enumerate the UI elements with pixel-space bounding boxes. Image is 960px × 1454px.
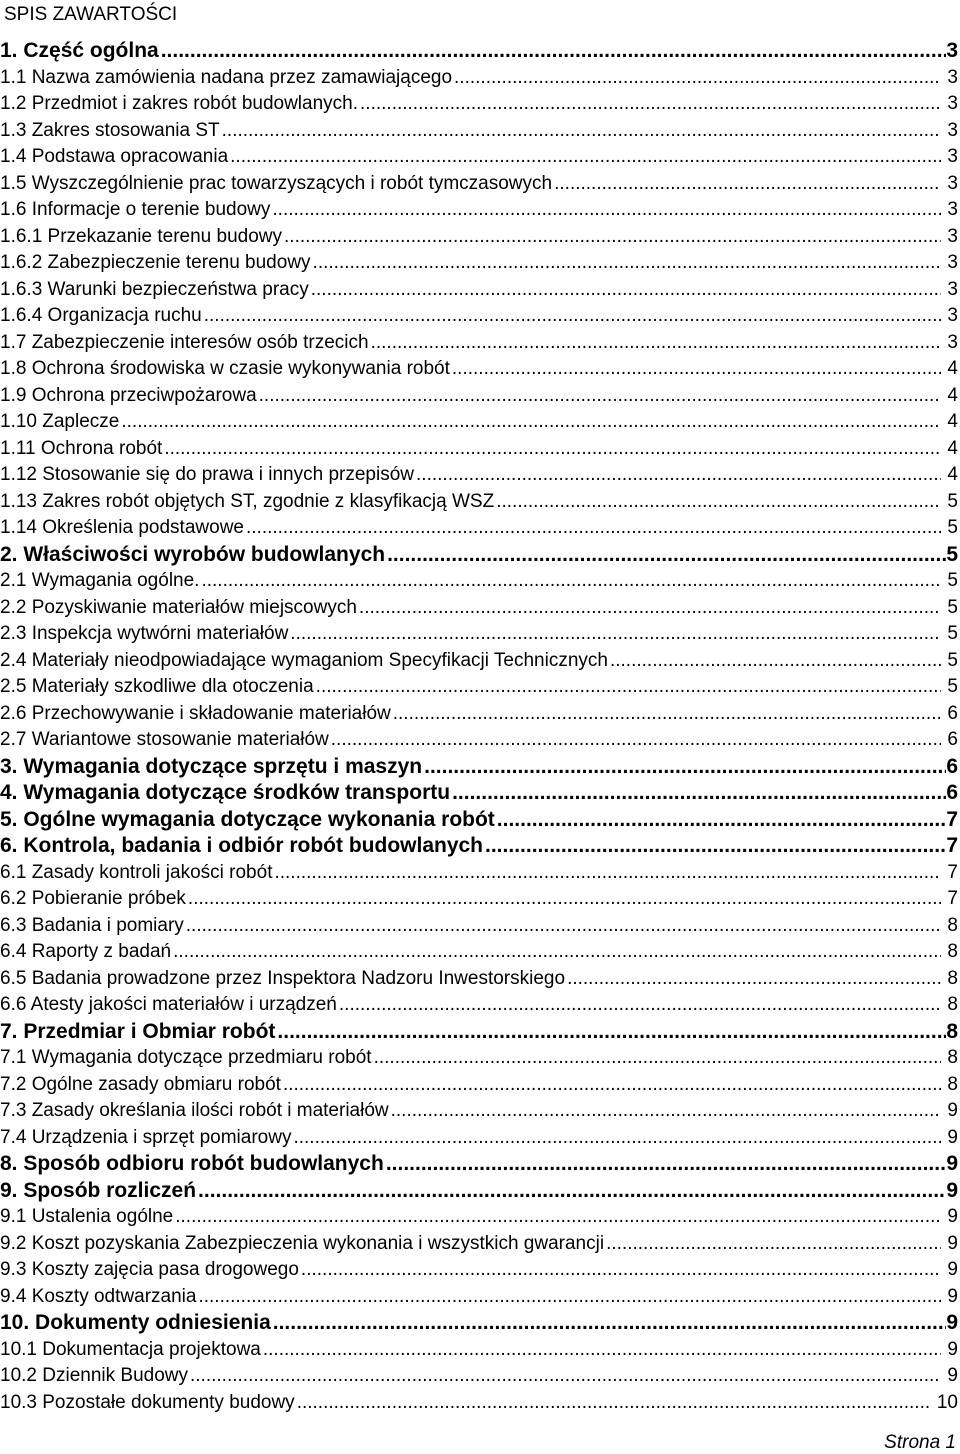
toc-subsection-link[interactable] bbox=[0, 886, 958, 913]
toc-dot-leader bbox=[387, 542, 946, 569]
toc-entry-title: 1.6.1 Przekazanie terenu budowy bbox=[0, 225, 283, 247]
toc-page-number: 3 bbox=[947, 172, 958, 194]
toc-subsection-link[interactable] bbox=[0, 621, 958, 648]
toc-entry-title: 1.6.3 Warunki bezpieczeństwa pracy bbox=[0, 278, 309, 300]
toc-page-number: 4 bbox=[947, 437, 958, 459]
toc-subsection-link[interactable] bbox=[0, 648, 958, 675]
toc-dot-leader bbox=[121, 409, 941, 436]
toc-entry-title: 7.1 Wymagania dotyczące przedmiaru robót bbox=[0, 1047, 372, 1068]
toc-dot-leader bbox=[283, 1072, 941, 1099]
toc-dot-leader bbox=[567, 966, 941, 993]
toc-page-number: 3 bbox=[947, 305, 958, 326]
toc-dot-leader bbox=[272, 197, 941, 224]
toc-page-number: 3 bbox=[946, 39, 958, 62]
toc-entry-title: 1.10 Zaplecze bbox=[0, 411, 120, 432]
toc-dot-leader bbox=[416, 462, 941, 489]
table-of-contents bbox=[0, 38, 958, 1416]
toc-section-link[interactable] bbox=[0, 1178, 958, 1205]
toc-dot-leader bbox=[386, 1151, 946, 1178]
toc-page-number: 3 bbox=[947, 225, 958, 247]
toc-page-number: 3 bbox=[947, 93, 958, 114]
toc-section-link[interactable] bbox=[0, 807, 958, 834]
toc-dot-leader bbox=[273, 1310, 947, 1337]
toc-page-number: 3 bbox=[947, 66, 958, 88]
toc-page-number: 8 bbox=[947, 1047, 958, 1068]
toc-entry-title: 7.4 Urządzenia i sprzęt pomiarowy bbox=[0, 1126, 292, 1148]
page-number-footer: Strona 1 bbox=[884, 1432, 956, 1453]
toc-dot-leader bbox=[313, 250, 942, 277]
toc-dot-leader bbox=[201, 568, 941, 595]
toc-subsection-link[interactable] bbox=[0, 197, 958, 224]
toc-dot-leader bbox=[293, 1125, 941, 1152]
toc-section-link[interactable] bbox=[0, 1019, 958, 1046]
toc-entry-title: 1.6.4 Organizacja ruchu bbox=[0, 305, 202, 326]
toc-page-number: 9 bbox=[947, 1365, 958, 1386]
toc-entry-title: 6.2 Pobieranie próbek bbox=[0, 888, 186, 909]
toc-dot-leader bbox=[222, 118, 942, 145]
toc-page-number: 8 bbox=[946, 1019, 958, 1043]
toc-subsection-link[interactable] bbox=[0, 1204, 958, 1231]
toc-subsection-link[interactable] bbox=[0, 171, 958, 198]
toc-page-number: 9 bbox=[947, 1259, 958, 1280]
toc-dot-leader bbox=[610, 648, 941, 675]
toc-section-link[interactable] bbox=[0, 833, 958, 860]
toc-subsection-link[interactable] bbox=[0, 303, 958, 330]
toc-entry-title: 6.6 Atesty jakości materiałów i urządzeń bbox=[0, 994, 337, 1015]
toc-page-number: 5 bbox=[947, 649, 958, 671]
toc-dot-leader bbox=[606, 1231, 941, 1258]
toc-dot-leader bbox=[190, 1363, 941, 1390]
toc-page-number: 9 bbox=[946, 1152, 958, 1175]
toc-page-number: 9 bbox=[947, 1206, 958, 1227]
toc-page-number: 4 bbox=[947, 384, 958, 406]
toc-subsection-link[interactable] bbox=[0, 224, 958, 251]
toc-dot-leader bbox=[496, 489, 941, 516]
toc-subsection-link[interactable] bbox=[0, 462, 958, 489]
toc-entry-title: 3. Wymagania dotyczące sprzętu i maszyn bbox=[0, 754, 423, 778]
toc-entry-title: 2.3 Inspekcja wytwórni materiałów bbox=[0, 623, 289, 644]
toc-page-number: 5 bbox=[947, 570, 958, 591]
toc-page-number: 9 bbox=[947, 1338, 958, 1360]
toc-page-number: 8 bbox=[947, 1073, 958, 1095]
toc-entry-title: 4. Wymagania dotyczące środków transportu bbox=[0, 781, 451, 804]
toc-subsection-link[interactable] bbox=[0, 595, 958, 622]
toc-entry-title: 1.8 Ochrona środowiska w czasie wykonywania robót bbox=[0, 358, 450, 379]
toc-dot-leader bbox=[485, 833, 946, 860]
toc-page-number: 5 bbox=[947, 517, 958, 538]
toc-dot-leader bbox=[360, 91, 941, 118]
toc-entry-title: 1. Część ogólna bbox=[0, 39, 159, 62]
toc-dot-leader bbox=[161, 38, 947, 65]
toc-page-number: 4 bbox=[947, 411, 958, 432]
toc-dot-leader bbox=[452, 780, 946, 807]
toc-heading: SPIS ZAWARTOŚCI bbox=[4, 4, 178, 25]
toc-entry-title: 2.7 Wariantowe stosowanie materiałów bbox=[0, 729, 329, 750]
toc-entry-title: 1.6 Informacje o terenie budowy bbox=[0, 199, 271, 220]
toc-subsection-link[interactable] bbox=[0, 727, 958, 754]
toc-entry-title: 9.2 Koszt pozyskania Zabezpieczenia wykonania i wszystkich gwarancji bbox=[0, 1232, 605, 1254]
toc-dot-leader bbox=[497, 807, 947, 834]
toc-subsection-link[interactable] bbox=[0, 489, 958, 516]
toc-entry-title: 6.5 Badania prowadzone przez Inspektora Nadzoru Inwestorskiego bbox=[0, 967, 566, 989]
toc-dot-leader bbox=[316, 674, 942, 701]
toc-page-number: 7 bbox=[947, 888, 958, 909]
toc-dot-leader bbox=[246, 515, 941, 542]
toc-section-link[interactable] bbox=[0, 38, 958, 65]
toc-subsection-link[interactable] bbox=[0, 992, 958, 1019]
toc-subsection-link[interactable] bbox=[0, 118, 958, 145]
toc-entry-title: 2.4 Materiały nieodpowiadające wymaganiom Specyfikacji Technicznych bbox=[0, 649, 608, 671]
toc-subsection-link[interactable] bbox=[0, 250, 958, 277]
toc-entry-title: 1.11 Ochrona robót bbox=[0, 437, 163, 459]
toc-entry-title: 5. Ogólne wymagania dotyczące wykonania robót bbox=[0, 807, 495, 831]
toc-subsection-link[interactable] bbox=[0, 966, 958, 993]
toc-section-link[interactable] bbox=[0, 1310, 958, 1337]
toc-section-link[interactable] bbox=[0, 754, 958, 781]
toc-page-number: 7 bbox=[946, 807, 958, 831]
toc-subsection-link[interactable] bbox=[0, 1257, 958, 1284]
toc-page-number: 8 bbox=[947, 994, 958, 1015]
toc-subsection-link[interactable] bbox=[0, 330, 958, 357]
toc-page-number: 6 bbox=[947, 729, 958, 750]
toc-page-number: 5 bbox=[947, 596, 958, 618]
toc-page-number: 3 bbox=[947, 252, 958, 273]
toc-entry-title: 7. Przedmiar i Obmiar robót bbox=[0, 1019, 276, 1043]
toc-entry-title: 1.7 Zabezpieczenie interesów osób trzecich bbox=[0, 331, 369, 353]
toc-dot-leader bbox=[331, 727, 942, 754]
toc-page-number: 3 bbox=[947, 119, 958, 141]
toc-page-number: 9 bbox=[947, 1285, 958, 1307]
toc-dot-leader bbox=[554, 171, 941, 198]
toc-subsection-link[interactable] bbox=[0, 91, 958, 118]
toc-entry-title: 6.3 Badania i pomiary bbox=[0, 914, 184, 936]
toc-dot-leader bbox=[452, 356, 942, 383]
toc-page-number: 5 bbox=[946, 542, 958, 566]
toc-section-link[interactable] bbox=[0, 1151, 958, 1178]
toc-dot-leader bbox=[374, 1045, 942, 1072]
toc-subsection-link[interactable] bbox=[0, 1125, 958, 1152]
toc-entry-title: 2.2 Pozyskiwanie materiałów miejscowych bbox=[0, 596, 357, 618]
toc-dot-leader bbox=[263, 1337, 942, 1364]
toc-dot-leader bbox=[393, 701, 942, 728]
toc-entry-title: 10.1 Dokumentacja projektowa bbox=[0, 1338, 261, 1360]
toc-dot-leader bbox=[391, 1098, 942, 1125]
toc-subsection-link[interactable] bbox=[0, 1098, 958, 1125]
toc-entry-title: 1.13 Zakres robót objętych ST, zgodnie z klasyfikacją WSZ bbox=[0, 490, 495, 512]
toc-entry-title: 1.1 Nazwa zamówienia nadana przez zamawiającego bbox=[0, 66, 453, 88]
toc-page-number: 3 bbox=[947, 331, 958, 353]
toc-page-number: 9 bbox=[946, 1178, 958, 1202]
toc-entry-title: 10.2 Dziennik Budowy bbox=[0, 1365, 188, 1386]
toc-subsection-link[interactable] bbox=[0, 356, 958, 383]
toc-subsection-link[interactable] bbox=[0, 674, 958, 701]
toc-entry-title: 2.6 Przechowywanie i składowanie materiałów bbox=[0, 702, 391, 724]
toc-page-number: 5 bbox=[947, 676, 958, 697]
toc-subsection-link[interactable] bbox=[0, 383, 958, 410]
toc-page-number: 9 bbox=[947, 1232, 958, 1254]
toc-subsection-link[interactable] bbox=[0, 1390, 958, 1417]
toc-subsection-link[interactable] bbox=[0, 568, 958, 595]
toc-dot-leader bbox=[359, 595, 942, 622]
toc-subsection-link[interactable] bbox=[0, 1072, 958, 1099]
toc-subsection-link[interactable] bbox=[0, 1045, 958, 1072]
toc-entry-title: 1.5 Wyszczególnienie prac towarzyszących i robót tymczasowych bbox=[0, 172, 553, 194]
toc-dot-leader bbox=[198, 1178, 946, 1205]
toc-entry-title: 6.4 Raporty z badań bbox=[0, 941, 172, 962]
toc-page-number: 9 bbox=[946, 1311, 958, 1334]
toc-page-number: 8 bbox=[947, 914, 958, 936]
toc-dot-leader bbox=[339, 992, 942, 1019]
toc-entry-title: 9.1 Ustalenia ogólne bbox=[0, 1206, 174, 1227]
toc-entry-title: 6.1 Zasady kontroli jakości robót bbox=[0, 861, 273, 883]
toc-entry-title: 1.9 Ochrona przeciwpożarowa bbox=[0, 384, 257, 406]
toc-page-number: 10 bbox=[936, 1391, 958, 1413]
toc-dot-leader bbox=[274, 860, 941, 887]
toc-entry-title: 2.5 Materiały szkodliwe dla otoczenia bbox=[0, 676, 314, 697]
toc-subsection-link[interactable] bbox=[0, 1231, 958, 1258]
toc-subsection-link[interactable] bbox=[0, 1337, 958, 1364]
toc-entry-title: 1.14 Określenia podstawowe bbox=[0, 517, 244, 538]
toc-page-number: 3 bbox=[947, 146, 958, 167]
toc-subsection-link[interactable] bbox=[0, 1363, 958, 1390]
toc-entry-title: 2. Właściwości wyrobów budowlanych bbox=[0, 542, 386, 566]
toc-subsection-link[interactable] bbox=[0, 939, 958, 966]
toc-entry-title: 1.4 Podstawa opracowania bbox=[0, 146, 229, 167]
toc-page-number: 9 bbox=[947, 1100, 958, 1121]
toc-subsection-link[interactable] bbox=[0, 144, 958, 171]
toc-page-number: 3 bbox=[947, 278, 958, 300]
toc-dot-leader bbox=[277, 1019, 946, 1046]
toc-subsection-link[interactable] bbox=[0, 515, 958, 542]
toc-dot-leader bbox=[204, 303, 942, 330]
toc-entry-title: 1.12 Stosowanie się do prawa i innych przepisów bbox=[0, 464, 415, 485]
toc-entry-title: 9.3 Koszty zajęcia pasa drogowego bbox=[0, 1259, 299, 1280]
toc-entry-title: 1.6.2 Zabezpieczenie terenu budowy bbox=[0, 252, 311, 273]
toc-page-number: 5 bbox=[947, 623, 958, 644]
toc-page-number: 7 bbox=[946, 834, 958, 857]
toc-dot-leader bbox=[371, 330, 942, 357]
toc-entry-title: 7.2 Ogólne zasady obmiaru robót bbox=[0, 1073, 281, 1095]
toc-entry-title: 10. Dokumenty odniesienia bbox=[0, 1311, 271, 1334]
toc-page-number: 6 bbox=[947, 702, 958, 724]
toc-subsection-link[interactable] bbox=[0, 1284, 958, 1311]
toc-dot-leader bbox=[230, 144, 941, 171]
toc-entry-title: 2.1 Wymagania ogólne. bbox=[0, 570, 200, 591]
toc-subsection-link[interactable] bbox=[0, 913, 958, 940]
toc-dot-leader bbox=[454, 65, 941, 92]
toc-subsection-link[interactable] bbox=[0, 436, 958, 463]
toc-entry-title: 9. Sposób rozliczeń bbox=[0, 1178, 197, 1202]
toc-page-number: 7 bbox=[947, 861, 958, 883]
toc-dot-leader bbox=[259, 383, 942, 410]
toc-subsection-link[interactable] bbox=[0, 860, 958, 887]
toc-dot-leader bbox=[175, 1204, 941, 1231]
toc-section-link[interactable] bbox=[0, 542, 958, 569]
toc-entry-title: 1.2 Przedmiot i zakres robót budowlanych. bbox=[0, 93, 359, 114]
toc-entry-title: 7.3 Zasady określania ilości robót i materiałów bbox=[0, 1100, 389, 1121]
toc-dot-leader bbox=[311, 277, 942, 304]
toc-dot-leader bbox=[198, 1284, 941, 1311]
toc-dot-leader bbox=[284, 224, 941, 251]
toc-dot-leader bbox=[424, 754, 946, 781]
toc-dot-leader bbox=[301, 1257, 942, 1284]
toc-page-number: 9 bbox=[947, 1126, 958, 1148]
toc-page-number: 4 bbox=[947, 358, 958, 379]
toc-dot-leader bbox=[188, 886, 942, 913]
toc-page-number: 6 bbox=[946, 781, 958, 804]
toc-subsection-link[interactable] bbox=[0, 701, 958, 728]
toc-dot-leader bbox=[173, 939, 941, 966]
toc-page-number: 4 bbox=[947, 464, 958, 485]
toc-entry-title: 6. Kontrola, badania i odbiór robót budowlanych bbox=[0, 834, 484, 857]
toc-section-link[interactable] bbox=[0, 780, 958, 807]
toc-subsection-link[interactable] bbox=[0, 409, 958, 436]
toc-page-number: 8 bbox=[947, 941, 958, 962]
toc-dot-leader bbox=[290, 621, 941, 648]
toc-subsection-link[interactable] bbox=[0, 277, 958, 304]
toc-subsection-link[interactable] bbox=[0, 65, 958, 92]
toc-entry-title: 1.3 Zakres stosowania ST bbox=[0, 119, 220, 141]
toc-page-number: 8 bbox=[947, 967, 958, 989]
toc-entry-title: 9.4 Koszty odtwarzania bbox=[0, 1285, 197, 1307]
toc-page-number: 3 bbox=[947, 199, 958, 220]
toc-entry-title: 8. Sposób odbioru robót budowlanych bbox=[0, 1152, 384, 1175]
toc-page-number: 6 bbox=[946, 754, 958, 778]
toc-dot-leader bbox=[297, 1390, 931, 1417]
toc-dot-leader bbox=[186, 913, 942, 940]
toc-entry-title: 10.3 Pozostałe dokumenty budowy bbox=[0, 1391, 295, 1413]
toc-dot-leader bbox=[164, 436, 941, 463]
toc-page-number: 5 bbox=[947, 490, 958, 512]
